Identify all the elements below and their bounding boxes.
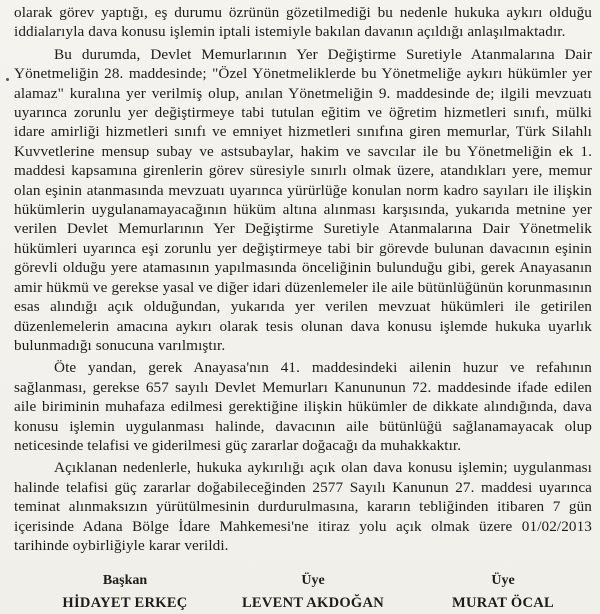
signature-name: MURAT ÖCAL bbox=[452, 595, 554, 611]
signature-role: Başkan bbox=[102, 573, 148, 588]
signature-name: LEVENT AKDOĞAN bbox=[241, 595, 385, 611]
paragraph-constitution: Öte yandan, gerek Anayasa'nın 41. maddesindeki ailenin huzur ve refahının sağlanması, gerekse 657 sayılı Devlet Memurları Kanununun 72. maddesinde ifade edilen aile biriminin muhafaza edilmesi gerektiğine ilişkin hükümler de dikkate alındığında, dava konusu işlemin uygulanması halinde, davacının aile bütünlüğü sağlanamayacak olup neticesinde telafisi ve giderilmesi güç zararlar doğacağı da muhakkaktır. bbox=[14, 359, 592, 454]
paragraph-decision: Açıklanan nedenlerle, hukuka aykırılığı açık olan dava konusu işlemin; uygulanması halinde telafisi güç zararlar doğabileceğinden 2577 Sayılı Kanunun 27. maddesi uyarınca teminat alınmaksızın yürütülmesinin durdurulmasına, kararın tebliğinden itibaren 7 gün içerisinde Adana Bölge İdare Mahkemesi'ne itiraz yolu açık olmak üzere 01/02/2013 tarihinde oybirliğiyle karar verildi. bbox=[14, 459, 592, 554]
paragraph-regulation: Bu durumda, Devlet Memurlarının Yer Değiştirme Suretiyle Atanmalarına Dair Yönetmeliğin 28. maddesinde; "Özel Yönetmeliklerde bu Yönetmeliğe aykırı hükümler yer alamaz" kuralına yer verilmiş olup, anılan Yönetmeliğin 9. maddesinde de; ilgili mevzuatı uyarınca zorunlu yer değiştirmeye tabi tutulan eğitim ve öğretim hizmetleri sınıfı, mülki idare amirliği hizmetleri sınıfı ve emniyet hizmetleri sınıfına giren memurlar, Türk Silahlı Kuvvetlerine mensup subay ve astsubaylar, hakim ve savcılar ile bu Yönetmeliğin ek 1. maddesi kapsamına girenlerin görev süresiyle sınırlı olmak üzere, atandıkları yere, memur olan eşinin atanmasında mevzuatı uyarınca yürürlüğe konulan norm kadro sayıları ile ilişkin hükümlerin uygulanamayacağının hüküm altına alınması karşısında, yukarıda metnine yer verilen Devlet Memurlarının Yer Değiştirme Suretiyle Atanmalarına Dair Yönetmelik hükümleri uyarınca eşi zorunlu yer değiştirmeye tabi bir görevde bulunan davacının eşinin görevli olduğu yere atamasının yapılmasında önceliğinin bulunduğu gibi, gerek Anayasanın amir hükmü ve gerekse yasal ve diğer idari düzenlemeler ile aile bütünlüğünün korunmasının esas alındığı açık olduğundan, yukarıda yer verilen mevzuat hükümleri ile getirilen düzenlemelerin amacına aykırı olarak tesis olunan dava konusu işlemde hukuka uyarlık bulunmadığı sonucuna varılmıştır. bbox=[14, 45, 592, 354]
signature-member-1 bbox=[228, 570, 398, 614]
signature-member-2 bbox=[428, 570, 578, 614]
document-body bbox=[14, 3, 592, 558]
scan-speck bbox=[6, 78, 9, 81]
signature-block bbox=[0, 570, 600, 614]
paragraph-intro: olarak görev yaptığı, eş durumu özrünün gözetilmediği bu nedenle hukuka aykırı olduğu iddialarıyla dava konusu işlemin iptali istemiyle bakılan davanın açıldığı anlaşılmaktadır. bbox=[14, 4, 592, 41]
signature-name: HİDAYET ERKEÇ bbox=[62, 595, 188, 611]
signature-president bbox=[40, 570, 210, 614]
signature-role: Üye bbox=[301, 573, 325, 588]
signature-role: Üye bbox=[491, 573, 515, 588]
